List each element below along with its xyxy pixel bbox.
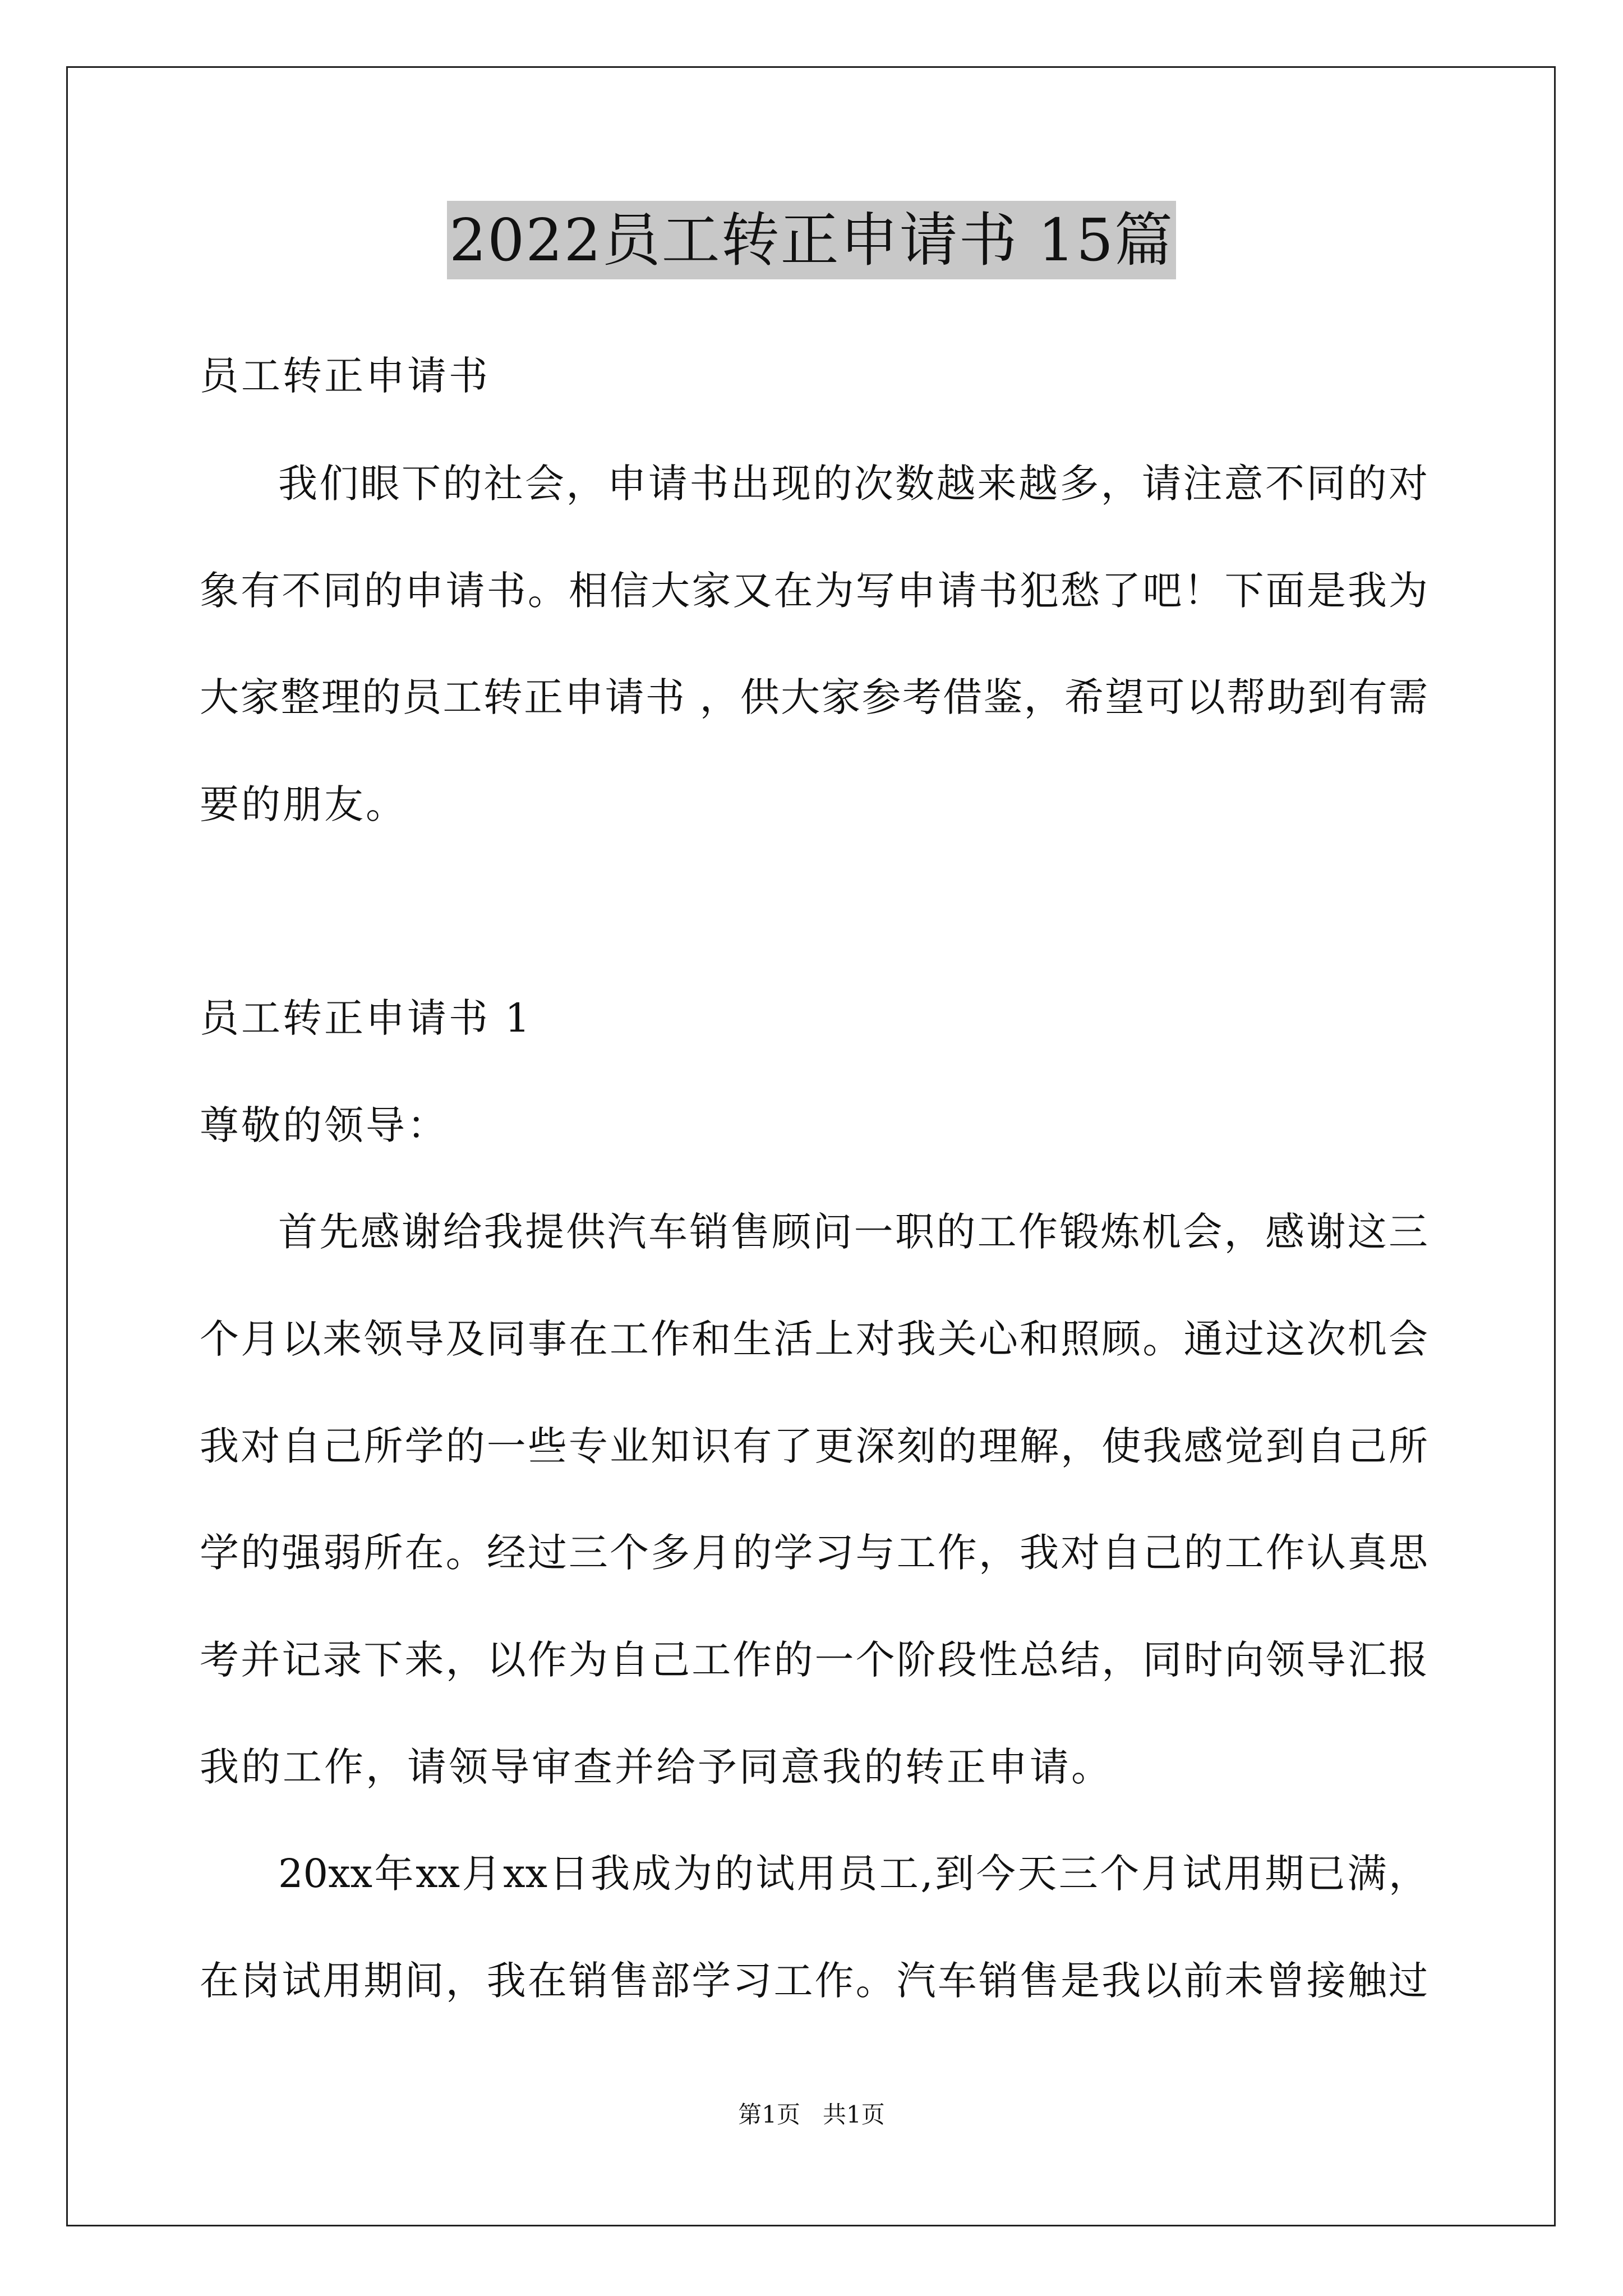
salutation: 尊敬的领导： — [200, 1102, 449, 1148]
paragraph-line: 个月以来领导及同事在工作和生活上对我关心和照顾。通过这次机会 — [200, 1316, 1428, 1362]
paragraph-line: 象有不同的申请书。相信大家又在为写申请书犯愁了吧！下面是我为 — [200, 568, 1428, 614]
paragraph-line: 我的工作，请领导审查并给予同意我的转正申请。 — [200, 1744, 1113, 1790]
document-title: 2022员工转正申请书 15篇 — [447, 201, 1176, 279]
section-heading: 员工转正申请书 — [200, 353, 490, 399]
page-footer: 第1页 共1页 — [738, 2101, 885, 2128]
paragraph-line: 大家整理的员工转正申请书 ，供大家参考借鉴，希望可以帮助到有需 — [200, 674, 1428, 720]
paragraph-line: 首先感谢给我提供汽车销售顾问一职的工作锻炼机会，感谢这三 — [278, 1209, 1428, 1255]
paragraph-line: 考并记录下来，以作为自己工作的一个阶段性总结，同时向领导汇报 — [200, 1637, 1428, 1683]
title-container — [0, 201, 1623, 279]
paragraph-line: 我们眼下的社会，申请书出现的次数越来越多，请注意不同的对 — [278, 461, 1428, 507]
paragraph-line: 学的强弱所在。经过三个多月的学习与工作，我对自己的工作认真思 — [200, 1530, 1428, 1576]
paragraph-line: 我对自己所学的一些专业知识有了更深刻的理解，使我感觉到自己所 — [200, 1423, 1428, 1469]
paragraph-line: 20xx年xx月xx日我成为的试用员工,到今天三个月试用期已满， — [278, 1851, 1428, 1897]
paragraph-line: 要的朋友。 — [200, 781, 407, 827]
paragraph-line: 在岗试用期间，我在销售部学习工作。汽车销售是我以前未曾接触过 — [200, 1958, 1428, 2004]
section-heading: 员工转正申请书 1 — [200, 995, 532, 1041]
